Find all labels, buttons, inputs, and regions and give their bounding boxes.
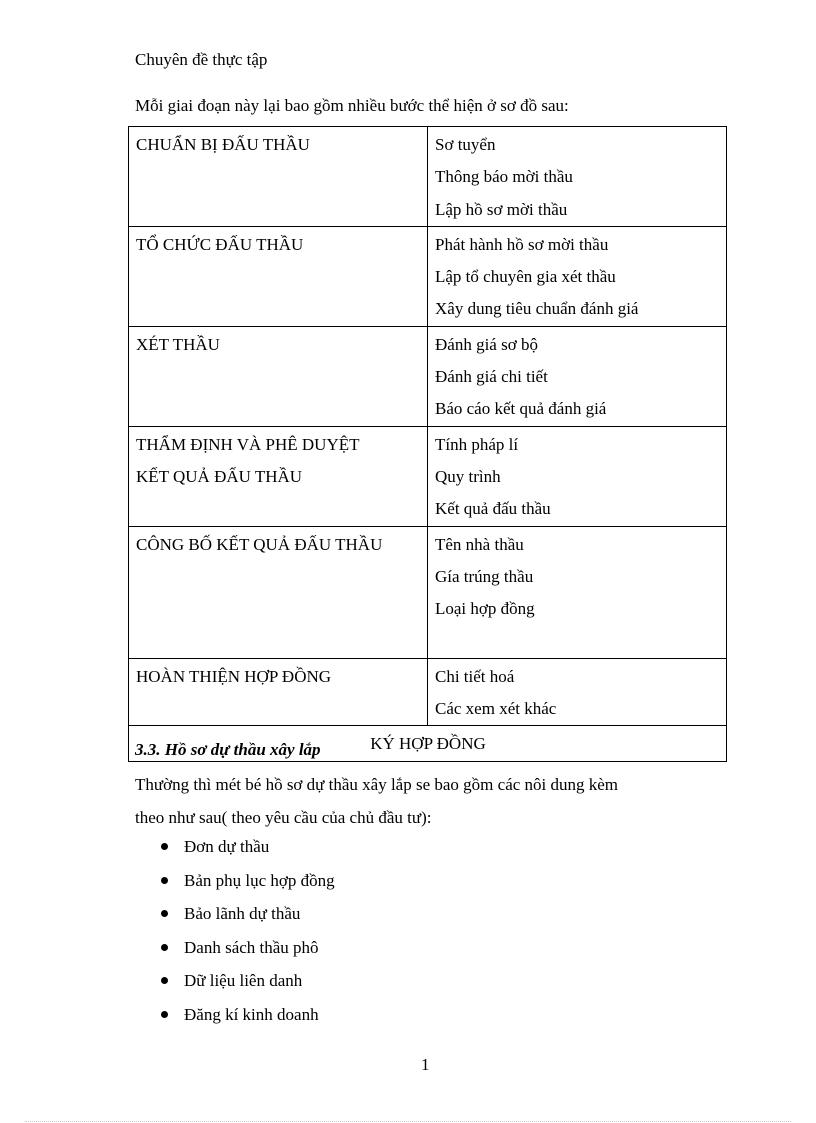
bullet-icon (161, 944, 168, 951)
table-row (129, 526, 727, 658)
step-label: Tính pháp lí (435, 434, 519, 454)
list-item-label: Bản phụ lục hợp đồng (184, 870, 335, 890)
list-item (135, 864, 335, 898)
list-item-label: Đơn dự thầu (184, 837, 270, 856)
bid-documents-list (135, 830, 335, 1031)
steps-cell (428, 526, 727, 658)
page-bottom-rule (25, 1121, 791, 1122)
page-number: 1 (421, 1055, 430, 1074)
step-label: Báo cáo kết quả đánh giá (435, 399, 607, 419)
steps-cell (428, 658, 727, 726)
stage-cell (129, 426, 428, 526)
list-item-label: Bảo lãnh dự thầu (184, 904, 301, 923)
stage-cell (129, 658, 428, 726)
list-item-label: Dữ liệu liên danh (184, 971, 303, 990)
stage-cell (129, 226, 428, 326)
step-label: Gía trúng thầu (435, 566, 534, 586)
step-label (435, 625, 720, 657)
bullet-icon (161, 843, 168, 850)
step-label: Sơ tuyển (435, 135, 496, 154)
stage-label: HOÀN THIỆN HỢP ĐỒNG (136, 666, 332, 686)
step-label: Lập tổ chuyên gia xét thầu (435, 267, 616, 287)
list-item (135, 964, 335, 998)
table-row (129, 426, 727, 526)
final-stage-cell: KÝ HỢP ĐỒNG (129, 726, 727, 761)
steps-cell (428, 326, 727, 426)
step-label: Các xem xét khác (435, 699, 557, 719)
step-label: Đánh giá sơ bộ (435, 334, 538, 354)
list-item (135, 897, 335, 931)
step-label: Chi tiết hoá (435, 666, 515, 686)
steps-cell (428, 127, 727, 227)
stage-cell (129, 526, 428, 658)
bullet-icon (161, 1011, 168, 1018)
list-item (135, 830, 335, 864)
list-item-label: Danh sách thầu phô (184, 937, 319, 957)
step-label: Phát hành hồ sơ mời thầu (435, 234, 609, 254)
bullet-icon (161, 977, 168, 984)
step-label: Đánh giá chi tiết (435, 367, 548, 387)
step-label: Quy trình (435, 466, 501, 486)
paragraph-line: Thường thì mét bé hồ sơ dự thầu xây lắp se bao gồm các nôi dung kèm (135, 775, 619, 794)
list-item (135, 931, 335, 965)
bullet-icon (161, 877, 168, 884)
intro-sentence: Mỗi giai đoạn này lại bao gồm nhiều bước thể hiện ở sơ đồ sau: (135, 96, 569, 115)
stage-label: CHUẨN BỊ ĐẤU THẦU (136, 135, 310, 154)
paragraph-line: theo như sau( theo yêu cầu của chủ đầu tư): (135, 808, 432, 827)
table-row (129, 658, 727, 726)
stage-cell (129, 127, 428, 227)
table-row (129, 226, 727, 326)
stage-label: XÉT THẦU (136, 334, 220, 354)
stage-label: THẨM ĐỊNH VÀ PHÊ DUYỆT (136, 434, 360, 454)
bullet-icon (161, 910, 168, 917)
steps-cell (428, 426, 727, 526)
stage-label: TỔ CHỨC ĐẤU THẦU (136, 234, 304, 254)
stage-cell (129, 326, 428, 426)
steps-cell (428, 226, 727, 326)
table-row (129, 127, 727, 227)
stage-label: CÔNG BỐ KẾT QUẢ ĐẤU THẦU (136, 534, 383, 554)
list-item-label: Đăng kí kinh doanh (184, 1004, 319, 1024)
step-label: Kết quả đấu thầu (435, 499, 551, 519)
step-label: Thông báo mời thầu (435, 167, 573, 187)
bidding-stages-table (128, 126, 727, 762)
section-paragraph (135, 768, 735, 834)
table-row (129, 326, 727, 426)
list-item (135, 998, 335, 1032)
step-label: Tên nhà thầu (435, 534, 524, 554)
page-header: Chuyên đề thực tập (135, 50, 268, 69)
stage-label: KẾT QUẢ ĐẤU THẦU (136, 466, 303, 486)
step-label: Lập hồ sơ mời thầu (435, 199, 568, 219)
step-label: Loại hợp đồng (435, 599, 535, 619)
section-heading: 3.3. Hồ sơ dự thầu xây lắp (135, 740, 321, 759)
step-label: Xây dung tiêu chuẩn đánh giá (435, 299, 639, 319)
